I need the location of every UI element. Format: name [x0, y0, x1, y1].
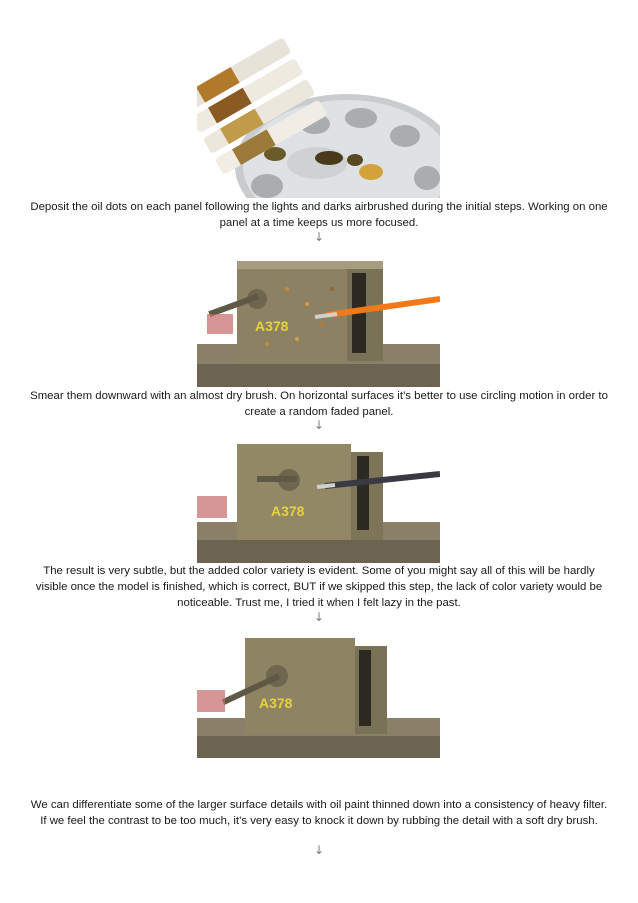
down-arrow-icon: ↓	[313, 418, 325, 432]
caption-deposit-oil-dots: Deposit the oil dots on each panel following the lights and darks airbrushed during the initial steps. Working on one panel at a time keeps us more focused.	[30, 201, 608, 229]
tank-marking: A378	[259, 695, 293, 711]
tank-oil-dots-photo	[197, 249, 440, 387]
caption-smear-downward: Smear them downward with an almost dry brush. On horizontal surfaces it’s better to use circling motion in order to create a random faded panel.	[30, 390, 608, 418]
caption-differentiate-details: We can differentiate some of the larger surface details with oil paint thinned down into a consistency of heavy filter. If we feel the contrast to be too much, it’s very easy to knock it down by rubbing the detail with a soft dry brush.	[30, 799, 608, 827]
down-arrow-icon: ↓	[313, 843, 325, 857]
down-arrow-icon: ↓	[313, 230, 325, 244]
oil-palette-photo	[197, 38, 440, 198]
tank-marking: A378	[255, 318, 289, 334]
down-arrow-icon: ↓	[313, 610, 325, 624]
tank-result-photo	[197, 628, 440, 758]
caption-result-subtle: The result is very subtle, but the added color variety is evident. Some of you might say all of this will be hardly visible once the model is finished, which is correct, BUT if we skipped this step, the lack of color variety would be noticeable. Trust me, I tried it when I felt lazy in the past.	[35, 565, 603, 609]
tank-marking: A378	[271, 503, 305, 519]
tank-smeared-photo	[197, 436, 440, 563]
